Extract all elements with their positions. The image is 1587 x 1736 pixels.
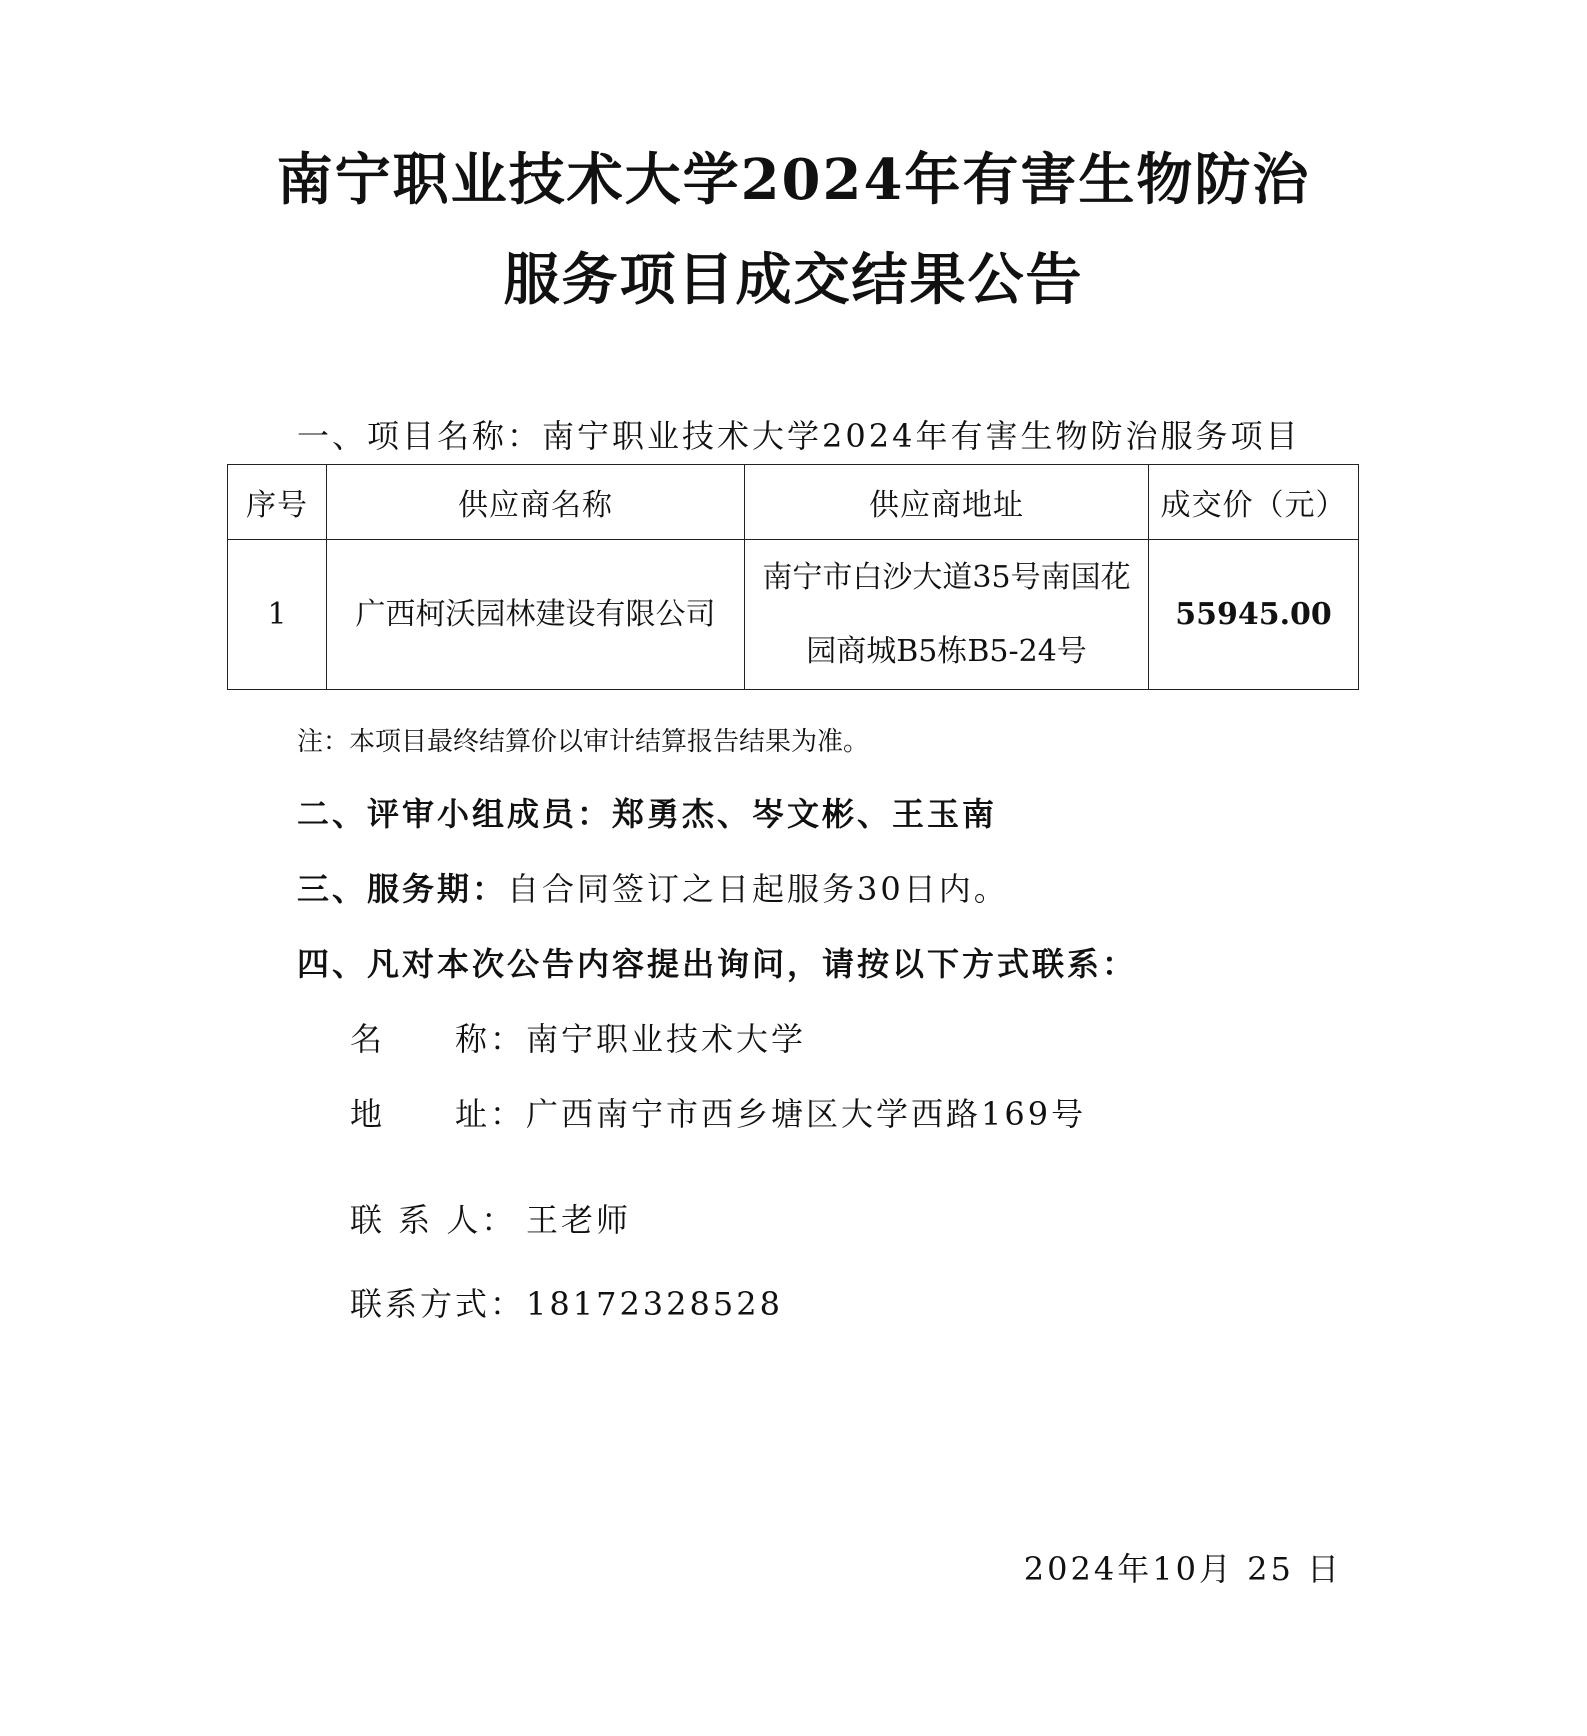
contact-person-value: 王老师 xyxy=(526,1201,632,1239)
contact-person-label: 联 系 人： xyxy=(350,1201,517,1239)
table-cell-seq: 1 xyxy=(228,540,327,690)
table-row xyxy=(228,540,1359,690)
section-contact-intro xyxy=(297,942,1137,986)
announcement-date: 2024年10月 25 日 xyxy=(1023,1550,1342,1588)
settlement-note: 注：本项目最终结算价以审计结算报告结果为准。 xyxy=(297,727,870,757)
supplier-address-text: 南宁市白沙大道35号南国花园商城B5栋B5-24号 xyxy=(762,559,1131,669)
section-service-period-value: 自合同签订之日起服务30日内。 xyxy=(507,870,1009,908)
contact-name-line xyxy=(350,1017,806,1061)
contact-address-line xyxy=(350,1092,1086,1136)
document-title-line-2: 服务项目成交结果公告 xyxy=(503,247,1084,313)
table-cell-supplier: 广西柯沃园林建设有限公司 xyxy=(327,540,745,690)
section-review-members xyxy=(297,792,997,836)
contact-name-label: 名 称： xyxy=(350,1020,526,1058)
contact-person-line xyxy=(350,1198,631,1242)
contact-address-value: 广西南宁市西乡塘区大学西路169号 xyxy=(526,1095,1087,1133)
table-header-supplier: 供应商名称 xyxy=(327,465,745,540)
table-cell-address xyxy=(745,540,1149,690)
section-review-members-value: 郑勇杰、岑文彬、王玉南 xyxy=(612,795,998,833)
section-service-period-head: 三、服务期： xyxy=(297,870,508,908)
contact-phone-value: 18172328528 xyxy=(526,1285,783,1323)
contact-phone-label: 联系方式： xyxy=(350,1285,526,1323)
result-table xyxy=(227,464,1359,690)
table-header-row xyxy=(228,465,1359,540)
table-header-price: 成交价（元） xyxy=(1149,465,1359,540)
section-project-name-value: 南宁职业技术大学2024年有害生物防治服务项目 xyxy=(542,417,1301,455)
table-cell-price: 55945.00 xyxy=(1149,540,1359,690)
section-review-members-head: 二、评审小组成员： xyxy=(297,795,613,833)
section-contact-intro-head: 四、凡对本次公告内容提出询问，请按以下方式联系： xyxy=(297,945,1138,983)
section-service-period xyxy=(297,867,1009,911)
section-project-name-head: 一、项目名称： xyxy=(297,417,543,455)
document-title-line-1: 南宁职业技术大学2024年有害生物防治 xyxy=(276,147,1311,213)
section-project-name xyxy=(297,414,1300,458)
contact-name-value: 南宁职业技术大学 xyxy=(526,1020,807,1058)
contact-address-label: 地 址： xyxy=(350,1095,526,1133)
contact-phone-line xyxy=(350,1282,783,1326)
table-header-seq: 序号 xyxy=(228,465,327,540)
table-header-address: 供应商地址 xyxy=(745,465,1149,540)
